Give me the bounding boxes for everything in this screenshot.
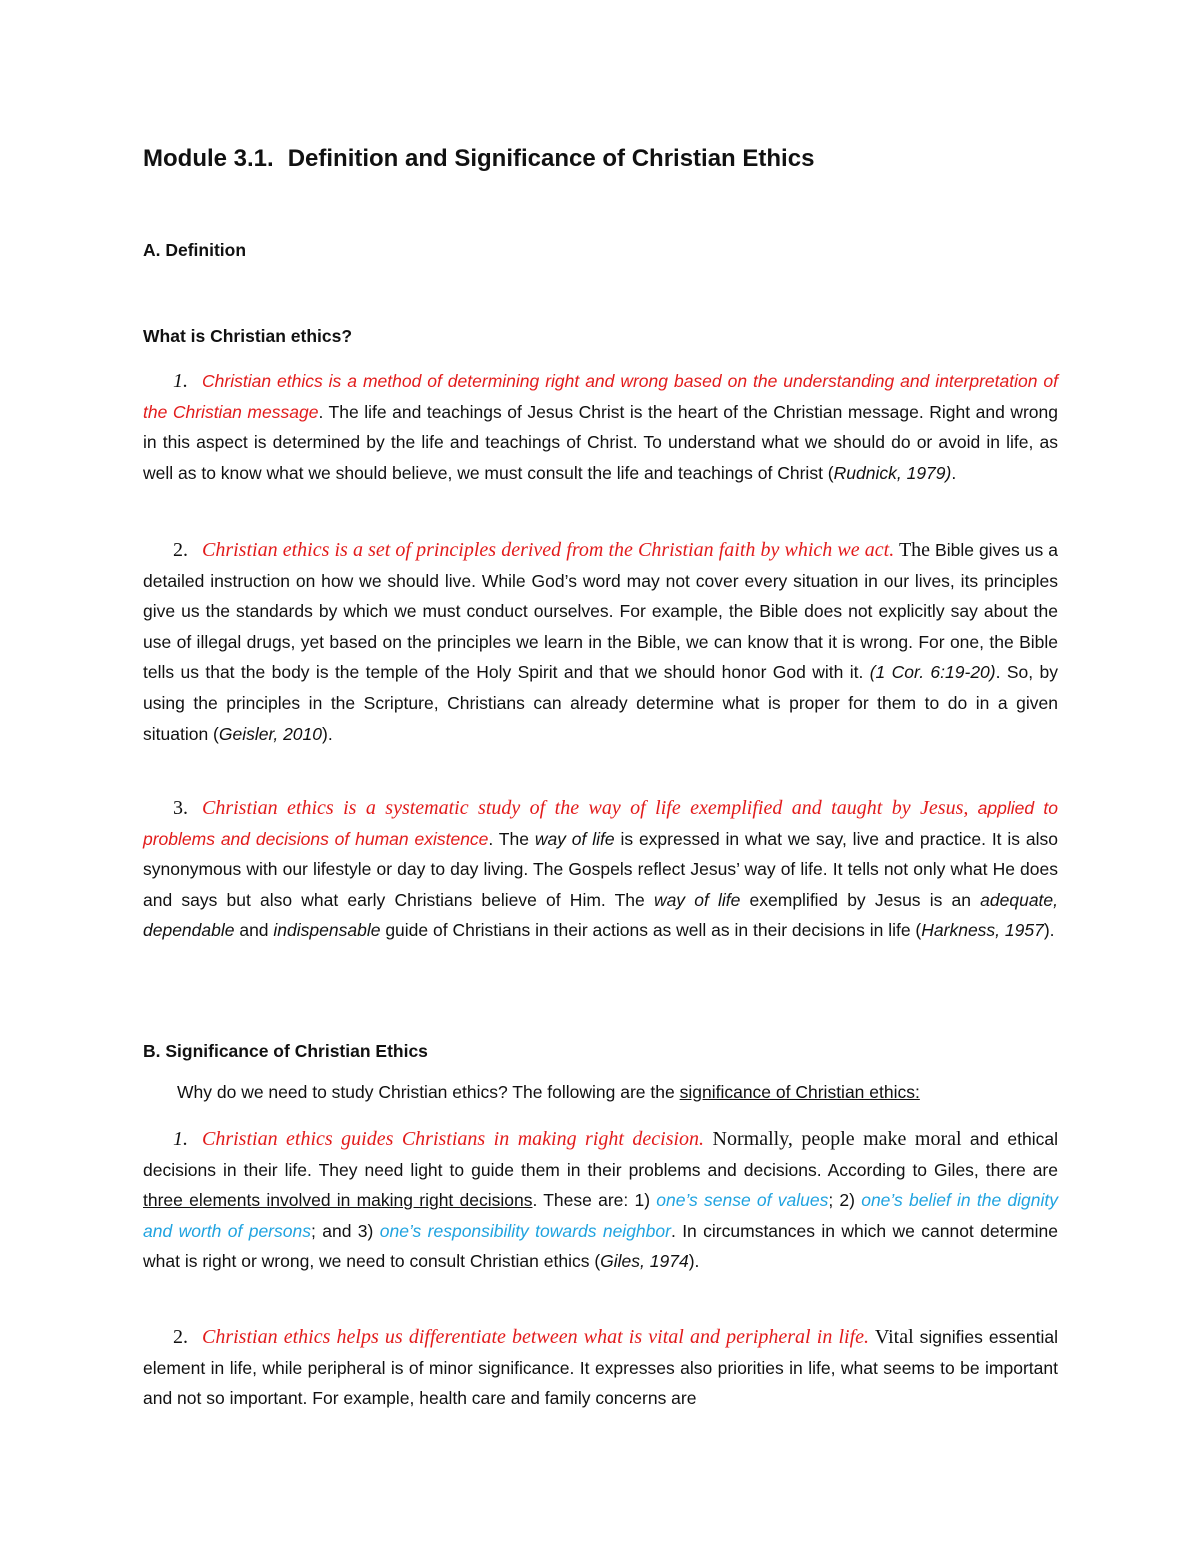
definition-text-end: ). [1043, 920, 1055, 941]
emphasis-adequate: adequate, dependable [143, 889, 1059, 941]
definition-item-2 [143, 535, 1058, 749]
significance-item-2 [143, 1322, 1058, 1414]
definition-statement: Christian ethics is a set of principles derived from the Christian faith by which we act. [202, 539, 895, 561]
definition-statement: Christian ethics is a method of determining right and wrong based on the understanding and interpretation of the Christian message [143, 371, 1058, 422]
section-a-question: What is Christian ethics? [143, 326, 353, 346]
definition-item-3 [143, 793, 1058, 946]
definition-text-3: exemplified by Jesus is an [740, 889, 981, 910]
significance-text: and ethical decisions in their life. They need light to guide them in their problems and decisions. According to Giles, there are [143, 1129, 1059, 1180]
intro-underlined: significance of Christian ethics: [679, 1082, 920, 1102]
module-number: Module 3.1. [143, 145, 274, 172]
significance-text-2: . These are: 1) [532, 1190, 657, 1211]
definition-statement-cont: applied to problems and decisions of human existence [143, 798, 1058, 849]
item-number: 2. [173, 1326, 188, 1348]
significance-text-end: ). [688, 1251, 700, 1272]
significance-text-3: ; 2) [828, 1190, 862, 1211]
scripture-reference: (1 Cor. 6:19-20) [869, 662, 996, 683]
item-number: 1. [173, 370, 188, 392]
definition-item-1 [143, 366, 1058, 488]
definition-text-4: and [234, 920, 274, 941]
underlined-phrase: three elements involved in making right decisions [143, 1190, 533, 1211]
significance-statement: Christian ethics helps us differentiate between what is vital and peripheral in life. [202, 1326, 870, 1348]
significance-item-1 [143, 1124, 1058, 1277]
citation: Harkness, 1957 [921, 920, 1044, 941]
significance-statement: Christian ethics guides Christians in making right decision. [202, 1128, 705, 1150]
element-dignity: one’s belief in the dignity and worth of persons [143, 1190, 1058, 1241]
definition-text: Bible gives us a detailed instruction on how we should live. While God’s word may not cover every situation in our lives, its principles give us the standards by which we must conduct ourselves. For example, the Bible does not explicitly say about the use of illegal drugs, yet based on the principles we learn in the Bible, we can know that it is wrong. For one, the Bible tells us that the body is the temple of the Holy Spirit and that we should honor God with it. [143, 540, 1058, 683]
citation: Geisler, 2010 [218, 723, 322, 744]
definition-text: . The [488, 828, 535, 849]
definition-statement: Christian ethics is a systematic study of the way of life exemplified and taught by Jesus, [202, 797, 969, 819]
module-title: Definition and Significance of Christian Ethics [287, 145, 815, 172]
citation: Rudnick, 1979) [833, 462, 952, 483]
item-number: 1. [173, 1128, 188, 1150]
emphasis-indispensable: indispensable [273, 920, 381, 941]
significance-text-start: Normally, people make moral [704, 1128, 962, 1150]
significance-text-start: Vital [869, 1326, 914, 1348]
significance-text: signifies essential element in life, while peripheral is of minor significance. It expresses also priorities in life, what seems to be important and not so important. For example, health care and family concerns are [143, 1327, 1058, 1409]
section-b-intro [177, 1082, 920, 1103]
emphasis-way-of-life: way of life [534, 828, 615, 849]
significance-text-5: . In circumstances in which we cannot determine what is right or wrong, we need to consult Christian ethics ( [143, 1220, 1058, 1272]
definition-text-5: guide of Christians in their actions as well as in their decisions in life ( [380, 920, 922, 941]
significance-text-4: ; and 3) [310, 1220, 380, 1241]
definition-text-end: . [951, 462, 957, 483]
section-a-heading: A. Definition [143, 240, 247, 260]
element-responsibility: one’s responsibility towards neighbor [379, 1220, 671, 1241]
page-title [143, 145, 814, 173]
element-values: one’s sense of values [656, 1190, 829, 1211]
item-number: 2. [173, 539, 188, 561]
definition-text-2: is expressed in what we say, live and practice. It is also synonymous with our lifestyle or day to day living. The Gospels reflect Jesus’ way of life. It tells not only what He does and says but also what early Christians believe of Him. The [143, 828, 1058, 910]
definition-text: . The life and teachings of Jesus Christ is the heart of the Christian message. Right and wrong in this aspect is determined by the life and teachings of Christ. To understand what we should do or avoid in life, as well as to know what we should believe, we must consult the life and teachings of Christ ( [143, 401, 1058, 483]
definition-text-end: ). [322, 723, 333, 744]
citation: Giles, 1974 [600, 1251, 689, 1272]
definition-text-2: . So, by using the principles in the Scripture, Christians can already determine what is proper for them to do in a given situation ( [143, 662, 1058, 744]
item-number: 3. [173, 797, 188, 819]
emphasis-way-of-life-2: way of life [653, 889, 741, 910]
intro-text: Why do we need to study Christian ethics? The following are the [177, 1082, 680, 1102]
section-b-heading: B. Significance of Christian Ethics [143, 1041, 428, 1061]
definition-text-start: The [894, 539, 931, 561]
